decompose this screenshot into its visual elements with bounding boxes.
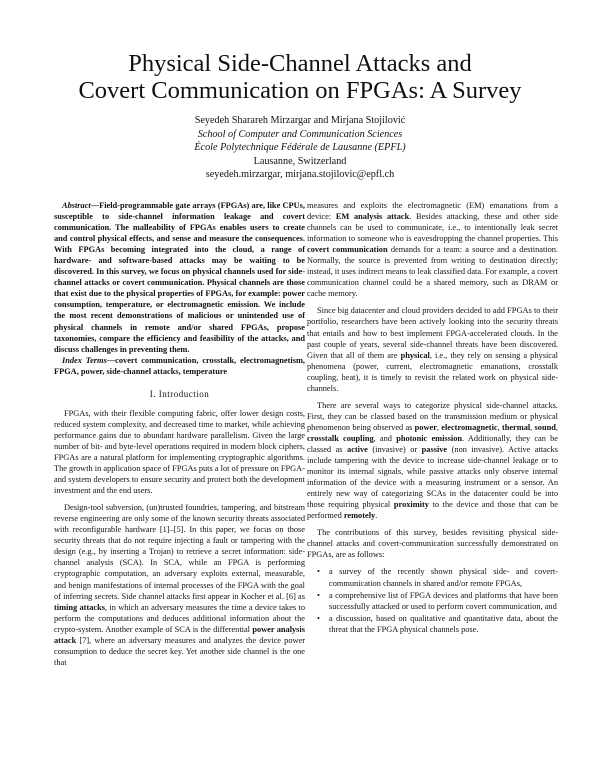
affiliation-school: School of Computer and Communication Sciences — [197, 128, 403, 140]
contribution-item-1: • a survey of the recently shown physical side- and covert-communication channels in shared and/or remote FPGAs, — [321, 566, 558, 588]
author-names: Seyedeh Sharareh Mirzargar and Mirjana Stojilović — [194, 115, 406, 126]
contribution-item-3: • a discussion, based on qualitative and quantitative data, about the threat that the FPGA physical channels pose. — [321, 613, 558, 635]
affiliation-institution: École Polytechnique Fédérale de Lausanne (EPFL) — [194, 142, 406, 154]
contributions-list — [307, 566, 558, 634]
paper-title — [40, 50, 560, 104]
title-line-2: Covert Communication on FPGAs: A Survey — [78, 77, 522, 104]
section-heading-introduction: I. Introduction — [149, 388, 210, 399]
contribution-item-2: • a comprehensive list of FPGA devices and platforms that have been successfully attacked or used to perform covert communication, and — [321, 590, 558, 612]
abstract-label: Abstract — [62, 201, 91, 210]
right-paragraph-3: There are several ways to categorize physical side-channel attacks. First, they can be classed based on the transmission medium or physical phenomenon being observed as power, electromagnetic, thermal, sound, crosstalk coupling, and photonic emission. Additionally, they can be classed as active (invasive) or passive (non invasive). Active attacks include tampering with the device to increase side-channel leakage or to monitor its internal signals, while passive attacks only observe internal information of the device with a measuring instrument or a sensor. An entirely new way of categorizing SCAs in the datacenter could be into those requiring physical proximity to the device and those that can be performed remotely. — [307, 400, 558, 521]
right-paragraph-1: measures and exploits the electromagnetic (EM) emanations from a device: EM analysis attack. Besides attacking, these and other side channels can be used to communicate, i.e., to intentionally leak secret information to someone who is eavesdropping the channel properties. This covert communication demands for a team: a source and a destination. Normally, the source is prevented from writing to destination directly; instead, it uses indirect means to leak classified data. For example, a covert communication channel could be a shared memory, such as DRAM or cache memory. — [307, 201, 559, 299]
index-terms-text: —covert communication, crosstalk, electromagnetism, FPGA, power, side-channel attacks, temperature — [54, 355, 305, 376]
abstract-text: —Field-programmable gate arrays (FPGAs) are, like CPUs, susceptible to side-channel information leakage and covert communication. The malleability of FPGAs enables users to create and control physical effects, and sense and measure the consequences. With FPGAs becoming integrated into the cloud, a range of hardware- and software-based attacks may be waiting to be discovered. In this survey, we focus on physical channels used for side-channel attacks or covert communication. Physical channels are those that exist due to the physical properties of FPGAs, for example: power consumption, temperature, or electromagnetic emission. We include the most recent demonstrations of malicious or unintended use of physical channels in remote and/or shared FPGAs, propose taxonomies, compare the efficiency and feasibility of the attacks, and discuss challenges in preventing them. — [54, 201, 305, 354]
left-column — [54, 200, 305, 668]
author-block — [60, 114, 540, 182]
right-column — [307, 200, 558, 636]
intro-paragraph-2: Design-tool subversion, (un)trusted foundries, tampering, and bitstream reverse engineering are only some of the known security threats associated with reconfigurable hardware [1]–[5]. In this paper, we focus on those security threats that do not require injecting a fault or tampering with the design (e.g., by inserting a Trojan) to retrieve a secret information: side-channel analysis (SCA). In SCA, while an FPGA is performing cryptographic computation, an adversary exploits external, measurable, and benign manifestations of internal processes of the FPGA with the goal of inferring secrets. Side channel attacks first appear in Kocher et al. [6] as timing attacks, in which an adversary measures the time a device takes to perform the computations and deduces additional information about the crypto-system. Another example of SCA is the differential power analysis attack [7], where an adversary measures and analyzes the device power consumption to deduce the secret key. Yet another side channel is the one that — [54, 503, 305, 667]
right-paragraph-4: The contributions of this survey, besides revisiting physical side-channel attacks and covert-communication successfully demonstrated on FPGAs, are as follows: — [307, 528, 558, 560]
title-line-1: Physical Side-Channel Attacks and — [128, 50, 472, 77]
author-location: Lausanne, Switzerland — [253, 155, 347, 167]
index-terms-label: Index Terms — [62, 355, 107, 365]
intro-paragraph-1: FPGAs, with their flexible computing fabric, offer lower design costs, reduced system complexity, and decreased time to market, while achieving performance gains due to abundant hardware parallelism. Given the large number of bit- and byte-level operations required in modern block ciphers, FPGAs are a natural platform for implementing cryptographic algorithms. The growth in application space of FPGAs puts a lot of pressure on FPGA- and system developers to ensure security and protect both the development investment and the end users. — [54, 408, 305, 496]
author-emails: seyedeh.mirzargar, mirjana.stojilovic@epfl.ch — [205, 169, 395, 181]
abstract — [54, 200, 305, 355]
right-paragraph-2: Since big datacenter and cloud providers decided to add FPGAs to their portfolio, researchers have been actively looking into the security threats that entails and how to best implement FPGA-accelerated clouds. In the past couple of years, several side-channel threats have been discovered. Given that all of them are physical, i.e., they rely on sensing a physical phenomena (power, current, electromagnetic emanations, crosstalk coupling, heat), it is timely to revisit the related work on physical side-channels. — [307, 306, 558, 393]
index-terms — [54, 355, 305, 377]
